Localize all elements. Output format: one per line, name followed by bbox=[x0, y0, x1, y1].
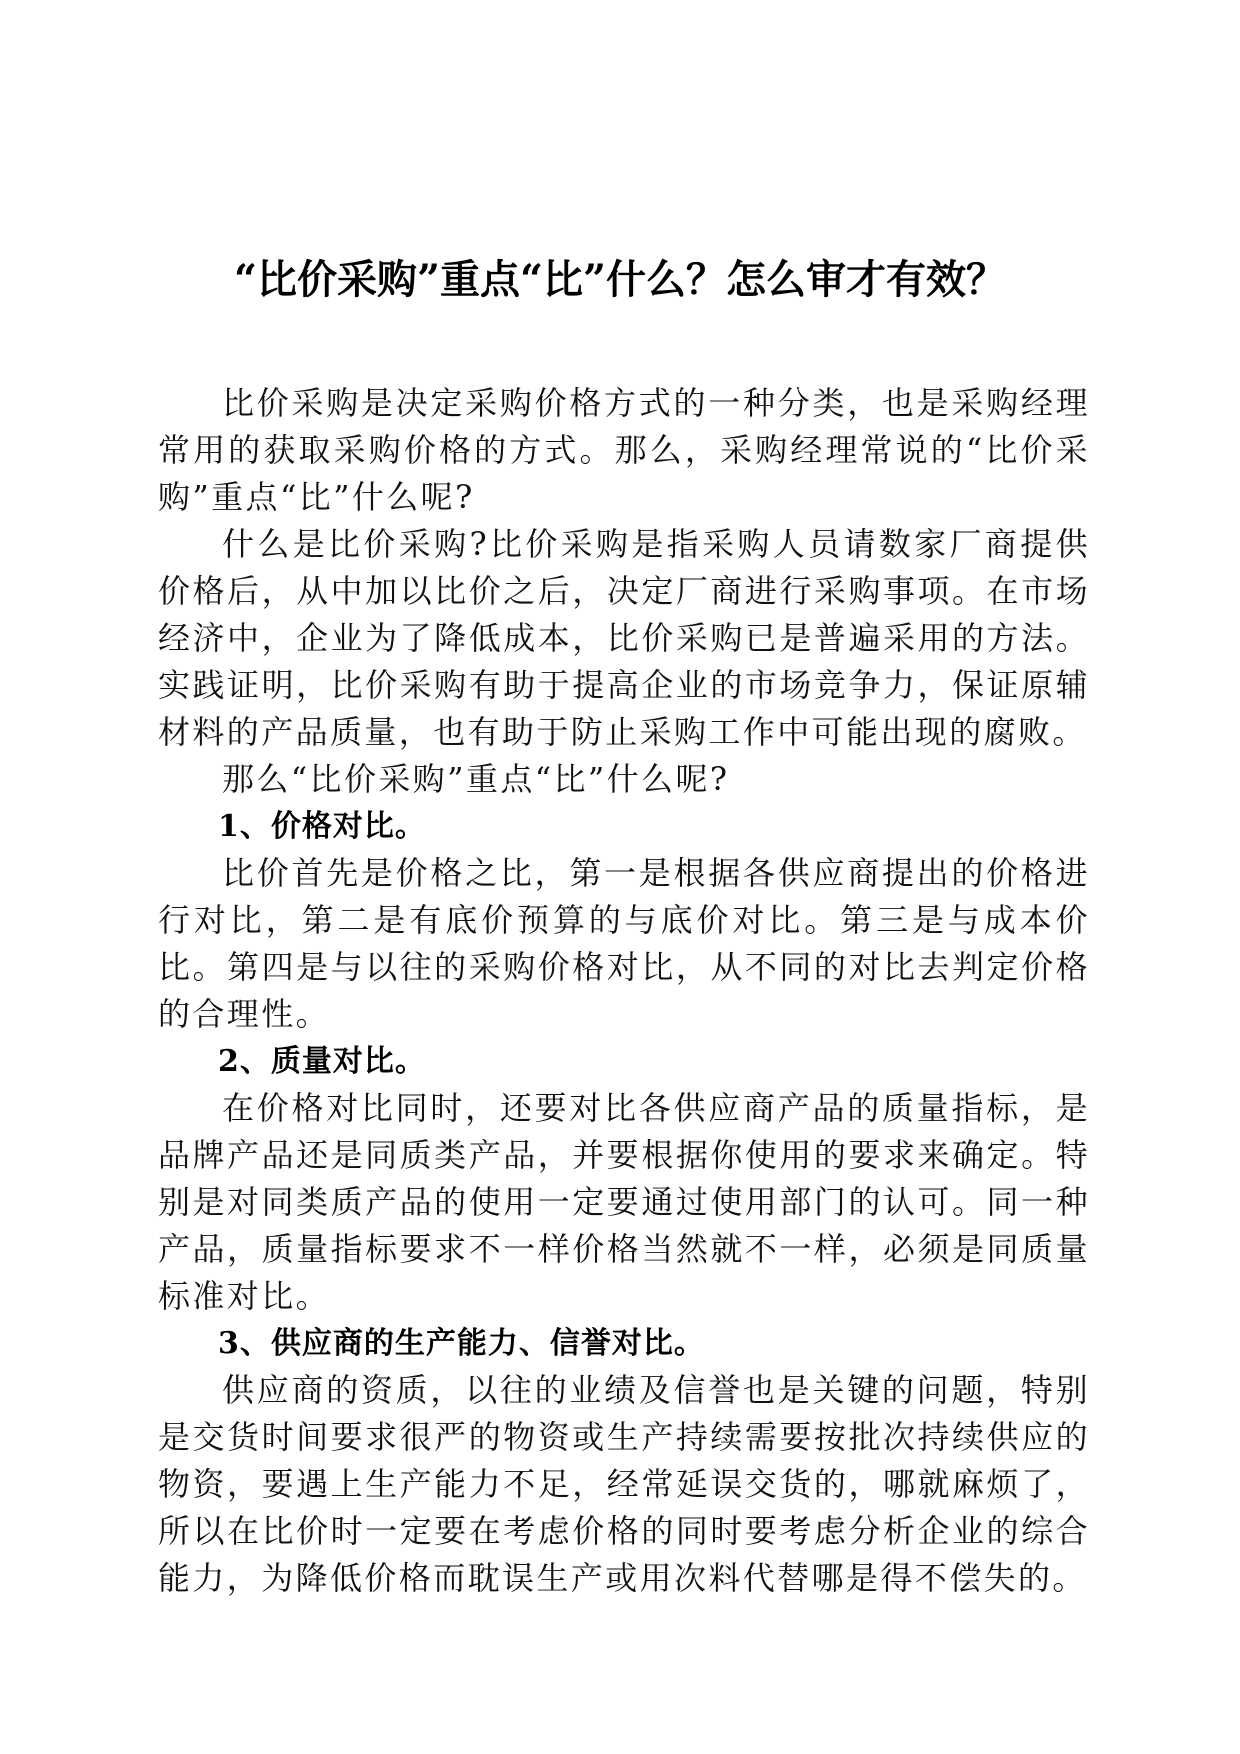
section-text-supplier: 供应商的资质，以往的业绩及信誉也是关键的问题，特别是交货时间要求很严的物资或生产持续需要按批次持续供应的物资，要遇上生产能力不足，经常延误交货的，哪就麻烦了，所以在比价时一定要在考虑价格的同时要考虑分析企业的综合能力，为降低价格而耽误生产或用次料代替哪是得不偿失的。 bbox=[158, 1371, 1090, 1597]
document-title: “比价采购”重点“比”什么？怎么审才有效？ bbox=[233, 256, 1007, 303]
section-heading-supplier: 3、供应商的生产能力、信誉对比。 bbox=[218, 1326, 705, 1361]
intro-paragraph: 比价采购是决定采购价格方式的一种分类，也是采购经理常用的获取采购价格的方式。那么，采购经理常说的“比价采购”重点“比”什么呢? bbox=[158, 384, 1090, 516]
section-text-price: 比价首先是价格之比，第一是根据各供应商提出的价格进行对比，第二是有底价预算的与底价对比。第三是与成本价比。第四是与以往的采购价格对比，从不同的对比去判定价格的合理性。 bbox=[158, 854, 1090, 1033]
section-heading-price: 1、价格对比。 bbox=[218, 809, 426, 844]
question-paragraph: 那么“比价采购”重点“比”什么呢? bbox=[222, 760, 730, 798]
section-text-quality: 在价格对比同时，还要对比各供应商产品的质量指标，是品牌产品还是同质类产品，并要根据你使用的要求来确定。特别是对同类质产品的使用一定要通过使用部门的认可。同一种产品，质量指标要求不一样价格当然就不一样，必须是同质量标准对比。 bbox=[158, 1089, 1090, 1315]
definition-paragraph: 什么是比价采购?比价采购是指采购人员请数家厂商提供价格后，从中加以比价之后，决定厂商进行采购事项。在市场经济中，企业为了降低成本，比价采购已是普遍采用的方法。实践证明，比价采购有助于提高企业的市场竞争力，保证原辅材料的产品质量，也有助于防止采购工作中可能出现的腐败。 bbox=[158, 525, 1090, 751]
document-body bbox=[158, 380, 1090, 1602]
section-heading-quality: 2、质量对比。 bbox=[218, 1044, 426, 1079]
